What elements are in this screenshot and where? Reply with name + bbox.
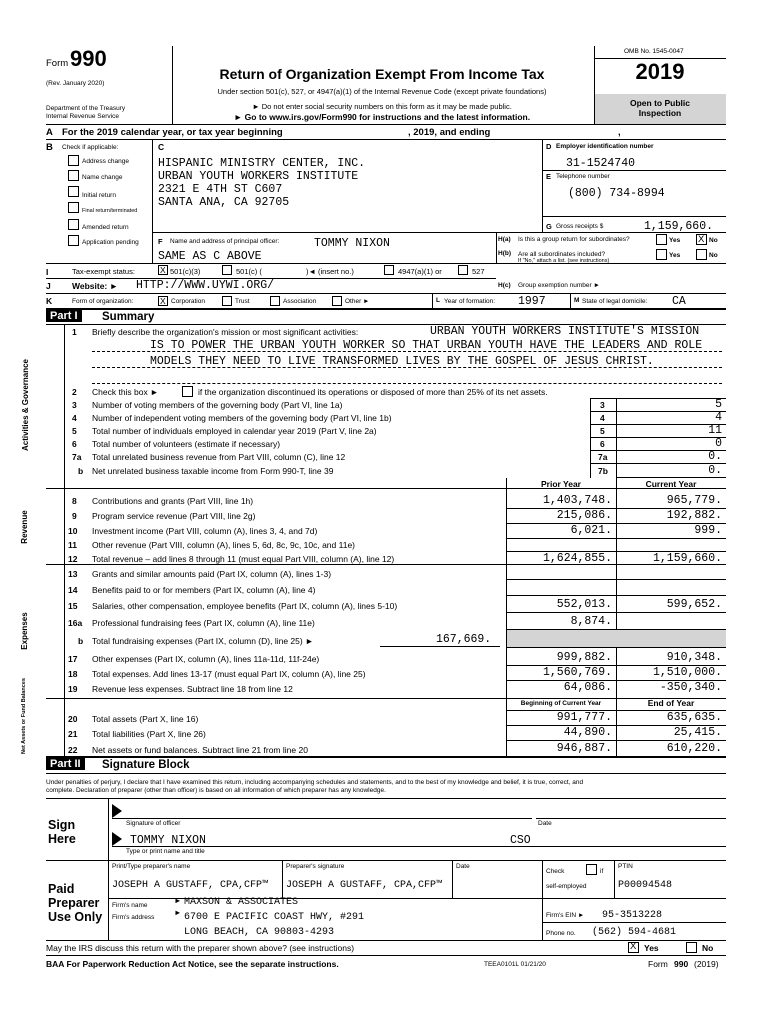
4947-checkbox[interactable] (384, 265, 394, 275)
line-20-current: 635,635. (666, 711, 722, 724)
form-number: 990 (70, 46, 107, 71)
hb-no-label: No (709, 252, 718, 259)
revenue-label: Revenue (20, 510, 29, 544)
line-8-current: 965,779. (666, 494, 722, 507)
initial-return-label: Initial return (82, 192, 116, 199)
self-employed-checkbox[interactable] (586, 864, 597, 875)
line-21-current: 25,415. (673, 726, 722, 739)
part-2-tag: Part II (46, 758, 85, 770)
form-subtitle: Under section 501(c), 527, or 4947(a)(1) of the Internal Revenue Code (except private foundations) (217, 87, 547, 96)
org-name: HISPANIC MINISTRY CENTER, INC. (158, 157, 366, 170)
name-change-checkbox[interactable] (68, 170, 79, 181)
principal-officer-name: TOMMY NIXON (314, 237, 390, 250)
4947-label: 4947(a)(1) or (398, 267, 442, 276)
line-i-label: I (46, 267, 49, 277)
ptin-value: P00094548 (618, 880, 673, 891)
principal-officer-address: SAME AS C ABOVE (158, 250, 262, 263)
if-label: if (600, 868, 604, 875)
501c3-label: 501(c)(3) (170, 267, 201, 276)
line-a-end: , (618, 127, 621, 138)
org-city-state-zip: SANTA ANA, CA 92705 (158, 196, 290, 209)
gross-receipts-heading: Gross receipts $ (556, 223, 604, 230)
line-m-label: M (574, 297, 580, 304)
line-18-text: Total expenses. Add lines 13-17 (must equal Part IX, column (A), line 25) (92, 669, 366, 679)
other-org-checkbox[interactable] (332, 296, 342, 306)
sign-heading: Sign (48, 818, 76, 832)
line-7b-box: 7b (598, 466, 608, 476)
firm-phone-value: (562) 594-4681 (592, 927, 677, 938)
discuss-question: May the IRS discuss this return with the preparer shown above? (see instructions) (46, 943, 355, 953)
principal-officer-heading: Name and address of principal officer: (170, 238, 280, 245)
officer-printed-name: TOMMY NIXON (130, 834, 206, 847)
form-code: TEEA0101L 01/21/20 (484, 961, 546, 968)
baa-notice: BAA For Paperwork Reduction Act Notice, see the separate instructions. (46, 959, 339, 969)
preparer-signature-label: Preparer's signature (286, 863, 345, 870)
line-22-num: 22 (68, 745, 78, 755)
line-5-value: 11 (708, 424, 722, 437)
line-18-num: 18 (68, 669, 78, 679)
line-12-text: Total revenue – add lines 8 through 11 (must equal Part VIII, column (A), line 12) (92, 554, 395, 564)
form-title: Return of Organization Exempt From Income Tax (219, 66, 545, 82)
year-formation-value: 1997 (518, 295, 546, 308)
ha-yes-label: Yes (669, 237, 681, 244)
line-16b-value: 167,669. (436, 633, 492, 646)
line-6-text: Total number of volunteers (estimate if necessary) (92, 439, 281, 449)
line-7b-num: b (78, 466, 84, 476)
subordinates-question: Are all subordinates included? (518, 251, 606, 258)
ha-label: H(a) (498, 236, 511, 243)
ssn-notice: ► Do not enter social security numbers on this form as it may be made public. (252, 102, 512, 111)
amended-return-label: Amended return (82, 224, 129, 231)
line-21-text: Total liabilities (Part X, line 26) (92, 729, 206, 739)
line-14-text: Benefits paid to or for members (Part IX, column (A), line 4) (92, 585, 316, 595)
phone-label: Phone no. (546, 930, 576, 937)
line-17-num: 17 (68, 654, 78, 664)
other-org-label: Other ► (345, 298, 370, 305)
line-5-box: 5 (600, 426, 605, 436)
line-7b-value: 0. (708, 464, 722, 477)
final-return-label: Final return/terminated (82, 208, 138, 214)
firm-address-line-1: 6700 E PACIFIC COAST HWY, #291 (184, 912, 365, 923)
mission-line-2: IS TO POWER THE URBAN YOUTH WORKER SO THAT URBAN YOUTH HAVE THE LEADERS AND ROLE (150, 339, 703, 352)
address-change-label: Address change (82, 158, 129, 165)
line-9-text: Program service revenue (Part VIII, line 2g) (92, 511, 256, 521)
line-2-num: 2 (72, 387, 77, 397)
line-l-label: L (436, 297, 440, 304)
hb-label: H(b) (498, 250, 511, 257)
year-formation-heading: Year of formation: (444, 298, 496, 305)
line-6-value: 0 (715, 437, 722, 450)
527-label: 527 (472, 267, 485, 276)
preparer-name-value: JOSEPH A GUSTAFF, CPA,CFP™ (112, 880, 269, 891)
website-value: HTTP://WWW.UYWI.ORG/ (136, 279, 275, 292)
line-g-label: G (546, 222, 552, 231)
footer-form-label: Form (648, 959, 668, 969)
501c3-mark: X (160, 265, 166, 275)
line-1-num: 1 (72, 327, 77, 337)
discontinued-checkbox[interactable] (182, 386, 193, 397)
hb-no-checkbox[interactable] (696, 249, 707, 260)
line-4-value: 4 (715, 411, 722, 424)
line-10-current: 999. (694, 524, 722, 537)
line-10-text: Investment income (Part VIII, column (A), lines 3, 4, and 7d) (92, 526, 318, 536)
line-d-label: D (546, 142, 552, 151)
line-16b-text: Total fundraising expenses (Part IX, column (D), line 25) ► (92, 636, 314, 646)
final-return-checkbox[interactable] (68, 202, 79, 213)
line-13-num: 13 (68, 569, 78, 579)
telephone-heading: Telephone number (556, 173, 610, 180)
line-14-num: 14 (68, 585, 78, 595)
perjury-statement-1: Under penalties of perjury, I declare that I have examined this return, including accompanying schedules and statements, and to the best of my knowledge and belief, it is true, correct, and (46, 779, 584, 786)
self-employed-label: self-employed (546, 883, 587, 890)
line-17-current: 910,348. (666, 651, 722, 664)
line-7a-num: 7a (72, 452, 82, 462)
omb-number: OMB No. 1545-0047 (624, 48, 684, 55)
line-2-text: Check this box ► (92, 387, 159, 397)
line-15-num: 15 (68, 601, 78, 611)
line-4-text: Number of independent voting members of the governing body (Part VI, line 1b) (92, 413, 392, 423)
line-3-text: Number of voting members of the governing body (Part VI, line 1a) (92, 400, 343, 410)
corporation-mark: X (160, 296, 166, 306)
line-10-prior: 6,021. (570, 524, 612, 537)
ha-no-label: No (709, 237, 718, 244)
ha-yes-checkbox[interactable] (656, 234, 667, 245)
corporation-checkbox[interactable] (158, 296, 168, 306)
signature-officer-label: Signature of officer (126, 820, 181, 827)
line-6-box: 6 (600, 439, 605, 449)
check-label: Check (546, 868, 565, 875)
line-15-current: 599,652. (666, 598, 722, 611)
service-name: Internal Revenue Service (46, 113, 119, 120)
line-7a-value: 0. (708, 450, 722, 463)
line-20-num: 20 (68, 714, 78, 724)
preparer-name-label: Print/Type preparer's name (112, 863, 191, 870)
trust-label: Trust (235, 298, 250, 305)
line-9-prior: 215,086. (556, 509, 612, 522)
net-assets-label: Net Assets or Fund Balances (21, 678, 27, 754)
hc-label: H(c) (498, 282, 511, 289)
mission-line-1: URBAN YOUTH WORKERS INSTITUTE'S MISSION (430, 325, 700, 338)
expenses-label: Expenses (20, 612, 29, 650)
name-change-label: Name change (82, 174, 123, 181)
501c-label: 501(c) ( (236, 267, 262, 276)
trust-checkbox[interactable] (222, 296, 232, 306)
beginning-year-header: Beginning of Current Year (520, 700, 602, 707)
line-20-text: Total assets (Part X, line 16) (92, 714, 199, 724)
firm-ein-value: 95-3513228 (602, 910, 663, 921)
firm-name-value: MAXSON & ASSOCIATES (184, 897, 299, 908)
hb-yes-label: Yes (669, 252, 681, 259)
officer-printed-title: CSO (510, 834, 531, 847)
527-checkbox[interactable] (458, 265, 468, 275)
line-4-box: 4 (600, 413, 605, 423)
instructions-notice: ► Go to www.irs.gov/Form990 for instructions and the latest information. (233, 112, 531, 122)
association-checkbox[interactable] (270, 296, 280, 306)
line-e-label: E (546, 172, 552, 181)
line-19-num: 19 (68, 684, 78, 694)
line-15-text: Salaries, other compensation, employee benefits (Part IX, column (A), lines 5-10) (92, 601, 398, 611)
officer-date-line[interactable] (536, 818, 726, 819)
501c-checkbox[interactable] (222, 265, 232, 275)
line-22-text: Net assets or fund balances. Subtract line 21 from line 20 (92, 745, 308, 755)
preparer-signature-value: JOSEPH A GUSTAFF, CPA,CFP™ (286, 880, 443, 891)
paid-heading: Paid (48, 882, 75, 896)
association-label: Association (283, 298, 317, 305)
line-8-text: Contributions and grants (Part VIII, line 1h) (92, 496, 254, 506)
inspection-text: Inspection (638, 108, 682, 118)
open-public-text: Open to Public (630, 98, 690, 108)
footer-form-year: (2019) (694, 959, 719, 969)
line-2-rest: if the organization discontinued its operations or disposed of more than 25% of its net assets. (198, 387, 548, 397)
line-f-label: F (158, 237, 163, 246)
line-b-label: B (46, 142, 53, 153)
state-domicile-heading: State of legal domicile: (582, 298, 648, 305)
ptin-label: PTIN (618, 863, 633, 870)
application-pending-label: Application pending (82, 239, 139, 246)
line-11-text: Other revenue (Part VIII, column (A), lines 5, 6d, 8c, 9c, 10c, and 11e) (92, 540, 355, 550)
line-13-text: Grants and similar amounts paid (Part IX, column (A), lines 1-3) (92, 569, 332, 579)
preparer-date-label: Date (456, 863, 470, 870)
subordinates-note: If "No," attach a list. (see instructions) (518, 258, 610, 264)
line-19-prior: 64,086. (563, 681, 612, 694)
line-k-label: K (46, 296, 53, 306)
org-street: 2321 E 4TH ST C607 (158, 183, 283, 196)
ha-no-checkbox[interactable] (696, 234, 707, 245)
line-5-num: 5 (72, 426, 77, 436)
group-return-question: Is this a group return for subordinates? (518, 236, 630, 243)
name-arrow-icon (112, 832, 122, 846)
line-5-text: Total number of individuals employed in calendar year 2019 (Part V, line 2a) (92, 426, 377, 436)
group-exemption-heading: Group exemption number ► (518, 282, 600, 289)
line-7b-text: Net unrelated business taxable income from Form 990-T, line 39 (92, 466, 334, 476)
firm-address-line-2: LONG BEACH, CA 90803-4293 (184, 927, 335, 938)
perjury-statement-2: complete. Declaration of preparer (other than officer) is based on all information of which preparer has any knowledge. (46, 787, 386, 794)
line-a-mid: , 2019, and ending (408, 127, 491, 138)
line-21-prior: 44,890. (563, 726, 612, 739)
use-only-heading: Use Only (48, 910, 103, 924)
telephone-value: (800) 734-8994 (568, 187, 665, 200)
line-8-num: 8 (72, 496, 77, 506)
firm-address-label: Firm's address (112, 914, 155, 921)
ein-value: 31-1524740 (566, 157, 636, 170)
firm-ein-label: Firm's EIN ► (546, 912, 585, 919)
address-change-checkbox[interactable] (68, 155, 79, 166)
discuss-yes-mark: X (630, 941, 637, 952)
line-16b-num: b (78, 636, 84, 646)
firm-name-arrow-icon: ► (174, 896, 182, 905)
footer-form-number: 990 (674, 959, 689, 969)
line-22-current: 610,220. (666, 742, 722, 755)
officer-signature-line[interactable] (112, 818, 532, 819)
line-3-num: 3 (72, 400, 77, 410)
line-12-num: 12 (68, 554, 78, 564)
line-19-text: Revenue less expenses. Subtract line 18 from line 12 (92, 684, 293, 694)
ha-no-mark: X (698, 234, 705, 245)
line-16a-num: 16a (68, 618, 83, 628)
line-17-prior: 999,882. (556, 651, 612, 664)
gross-receipts-value: 1,159,660. (644, 220, 714, 233)
line-22-prior: 946,887. (556, 742, 612, 755)
discuss-yes-label: Yes (644, 943, 659, 953)
prior-year-header: Prior Year (540, 479, 581, 489)
state-domicile-value: CA (672, 295, 686, 308)
discuss-yes-checkbox[interactable] (628, 942, 639, 953)
line-20-prior: 991,777. (556, 711, 612, 724)
line-16a-text: Professional fundraising fees (Part IX, column (A), line 11e) (92, 618, 315, 628)
tax-year: 2019 (635, 59, 685, 84)
line-6-num: 6 (72, 439, 77, 449)
hb-yes-checkbox[interactable] (656, 249, 667, 260)
initial-return-checkbox[interactable] (68, 186, 79, 197)
line-a-label: A (46, 127, 53, 138)
line-1-text: Briefly describe the organization's mission or most significant activities: (92, 327, 359, 337)
firm-address-arrow-icon: ► (174, 908, 182, 917)
part-1-title: Summary (102, 311, 155, 323)
line-17-text: Other expenses (Part IX, column (A), lines 11a-11d, 11f-24e) (92, 654, 320, 664)
discuss-no-label: No (702, 943, 714, 953)
line-11-num: 11 (68, 540, 77, 550)
sign-arrow-icon (112, 804, 122, 818)
line-9-num: 9 (72, 511, 77, 521)
here-heading: Here (48, 832, 76, 846)
501c3-checkbox[interactable] (158, 265, 168, 275)
tax-exempt-heading: Tax-exempt status: (72, 267, 135, 276)
current-year-header: Current Year (645, 479, 697, 489)
signature-date-label: Date (538, 820, 552, 827)
line-7a-text: Total unrelated business revenue from Part VIII, column (C), line 12 (92, 452, 346, 462)
firm-name-label: Firm's name (112, 902, 148, 909)
check-if-applicable: Check if applicable: (62, 144, 119, 151)
line-12-current: 1,159,660. (652, 552, 722, 565)
line-8-prior: 1,403,748. (542, 494, 612, 507)
line-21-num: 21 (68, 729, 78, 739)
line-18-current: 1,510,000. (652, 666, 722, 679)
line-16a-prior: 8,874. (570, 615, 612, 628)
line-j-label: J (46, 281, 51, 291)
ein-heading: Employer identification number (556, 143, 654, 150)
line-15-prior: 552,013. (556, 598, 612, 611)
line-a-text: For the 2019 calendar year, or tax year beginning (62, 127, 283, 138)
part-2-title: Signature Block (102, 759, 190, 771)
line-19-current: -350,340. (659, 681, 722, 694)
preparer-heading: Preparer (48, 896, 100, 910)
mission-line-3: MODELS THEY NEED TO LIVE TRANSFORMED LIVES BY THE GOSPEL OF JESUS CHRIST. (150, 355, 654, 368)
end-of-year-header: End of Year (647, 698, 695, 708)
line-7a-box: 7a (598, 452, 608, 462)
line-3-box: 3 (600, 400, 605, 410)
type-name-title-label: Type or print name and title (126, 848, 205, 855)
revision-date: (Rev. January 2020) (46, 80, 105, 87)
corporation-label: Corporation (171, 298, 205, 305)
activities-governance-label: Activities & Governance (21, 358, 30, 452)
amended-return-checkbox[interactable] (68, 219, 79, 230)
line-3-value: 5 (715, 398, 722, 411)
501c-insert-label: )◄ (insert no.) (306, 267, 354, 276)
form-label: Form (46, 58, 69, 69)
form-of-org-heading: Form of organization: (72, 298, 134, 305)
line-16b-shaded-cells (507, 630, 726, 647)
line-18-prior: 1,560,769. (542, 666, 612, 679)
department-name: Department of the Treasury (46, 105, 126, 112)
discuss-no-checkbox[interactable] (686, 942, 697, 953)
application-pending-checkbox[interactable] (68, 235, 79, 246)
org-dba-name: URBAN YOUTH WORKERS INSTITUTE (158, 170, 359, 183)
line-12-prior: 1,624,855. (542, 552, 612, 565)
line-4-num: 4 (72, 413, 77, 423)
line-9-current: 192,882. (666, 509, 722, 522)
line-c-label: C (158, 142, 165, 152)
website-heading: Website: ► (72, 281, 119, 291)
line-10-num: 10 (68, 526, 78, 536)
part-1-tag: Part I (46, 310, 82, 322)
